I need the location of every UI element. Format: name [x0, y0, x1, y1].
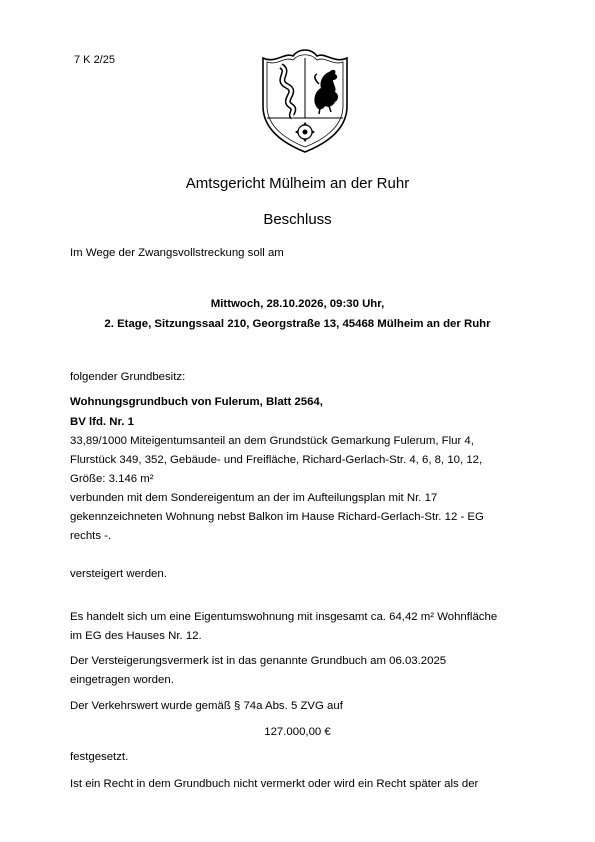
value-amount: 127.000,00 € — [264, 726, 331, 738]
property-line: Flurstück 349, 352, Gebäude- und Freifläche, Richard-Gerlach-Str. 4, 6, 8, 10, 12, — [70, 454, 483, 466]
intro-text: Im Wege der Zwangsvollstreckung soll am — [70, 247, 284, 259]
registration-line: eingetragen worden. — [70, 674, 174, 686]
description-line: im EG des Hauses Nr. 12. — [70, 630, 202, 642]
coat-of-arms-icon — [255, 44, 355, 154]
property-intro: folgender Grundbesitz: — [70, 371, 186, 383]
auction-line: versteigert werden. — [70, 568, 167, 580]
registration-line: Der Versteigerungsvermerk ist in das genannte Grundbuch am 06.03.2025 — [70, 655, 447, 667]
court-name: Amtsgericht Mülheim an der Ruhr — [185, 175, 410, 192]
document-title: Beschluss — [263, 211, 332, 228]
property-line: verbunden mit dem Sondereigentum an der im Aufteilungsplan mit Nr. 17 — [70, 492, 438, 504]
property-line: 33,89/1000 Miteigentumsanteil an dem Grundstück Gemarkung Fulerum, Flur 4, — [70, 435, 474, 447]
description-line: Es handelt sich um eine Eigentumswohnung mit insgesamt ca. 64,42 m² Wohnfläche — [70, 611, 498, 623]
value-intro: Der Verkehrswert wurde gemäß § 74a Abs. 5 ZVG auf — [70, 700, 343, 712]
value-outro: festgesetzt. — [70, 751, 129, 763]
property-line: rechts -. — [70, 530, 112, 542]
register-line: Wohnungsgrundbuch von Fulerum, Blatt 2564, — [70, 396, 323, 408]
auction-date: Mittwoch, 28.10.2026, 09:30 Uhr, — [210, 298, 385, 310]
auction-location: 2. Etage, Sitzungssaal 210, Georgstraße 13, 45468 Mülheim an der Ruhr — [104, 318, 491, 330]
case-number: 7 K 2/25 — [74, 54, 115, 66]
bv-line: BV lfd. Nr. 1 — [70, 416, 134, 428]
property-line: gekennzeichneten Wohnung nebst Balkon im Hause Richard-Gerlach-Str. 12 - EG — [70, 511, 484, 523]
last-line: Ist ein Recht in dem Grundbuch nicht vermerkt oder wird ein Recht später als der — [70, 778, 479, 790]
property-line: Größe: 3.146 m² — [70, 473, 154, 485]
